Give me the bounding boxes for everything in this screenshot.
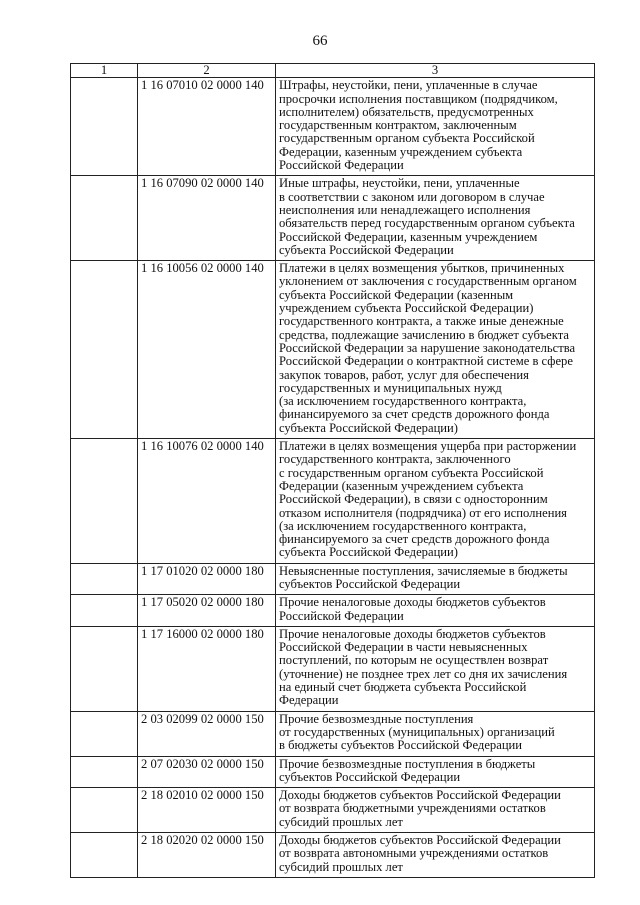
description-line: средства, подлежащие зачислению в бюджет субъекта — [279, 327, 569, 342]
revenue-code-cell: 2 18 02020 02 0000 150 — [138, 833, 276, 878]
table-row — [71, 78, 595, 176]
row-number-cell — [71, 78, 138, 176]
row-number-cell — [71, 563, 138, 595]
description-line: финансируемого за счет средств дорожного фонда — [279, 532, 550, 547]
description-line: Прочие безвозмездные поступления в бюджеты — [279, 756, 536, 771]
table-row — [71, 756, 595, 788]
revenue-description-cell — [276, 78, 595, 176]
description-line: субсидий прошлых лет — [279, 814, 403, 829]
description-line: Российской Федерации в части невыясненных — [279, 640, 528, 655]
description-line: Российской Федерации, казенным учреждением — [279, 229, 538, 244]
revenue-code-cell: 1 16 10076 02 0000 140 — [138, 439, 276, 564]
description-line: субъекта Российской Федерации) — [279, 545, 458, 560]
table-row — [71, 788, 595, 833]
description-line: от государственных (муниципальных) организаций — [279, 724, 555, 739]
revenue-code-cell: 2 07 02030 02 0000 150 — [138, 756, 276, 788]
description-line: от возврата бюджетными учреждениями остатков — [279, 801, 546, 816]
description-line: Российской Федерации — [279, 158, 404, 173]
revenue-code-cell: 2 03 02099 02 0000 150 — [138, 711, 276, 756]
description-line: государственных и муниципальных нужд — [279, 380, 502, 395]
revenue-code-cell: 1 17 01020 02 0000 180 — [138, 563, 276, 595]
description-line: государственным контрактом, заключенным — [279, 118, 517, 133]
column-header-3: 3 — [276, 64, 595, 78]
description-line: Иные штрафы, неустойки, пени, уплаченные — [279, 176, 520, 191]
description-line: обязательств перед государственным органом субъекта — [279, 216, 575, 231]
description-line: Прочие безвозмездные поступления — [279, 711, 474, 726]
revenue-description-cell — [276, 756, 595, 788]
row-number-cell — [71, 626, 138, 711]
description-line: Прочие неналоговые доходы бюджетов субъектов — [279, 595, 546, 610]
description-line: на единый счет бюджета субъекта Российской — [279, 680, 527, 695]
revenue-code-cell: 1 16 10056 02 0000 140 — [138, 261, 276, 439]
revenue-description-cell — [276, 788, 595, 833]
description-line: учреждением субъекта Российской Федерации) — [279, 301, 534, 316]
description-line: Федерации — [279, 693, 339, 708]
description-line: Невыясненные поступления, зачисляемые в бюджеты — [279, 563, 568, 578]
description-line: субъекта Российской Федерации (казенным — [279, 287, 514, 302]
revenue-description-cell — [276, 833, 595, 878]
description-line: в соответствии с законом или договором в случае — [279, 189, 545, 204]
row-number-cell — [71, 711, 138, 756]
revenue-code-cell: 1 16 07010 02 0000 140 — [138, 78, 276, 176]
revenue-code-cell: 2 18 02010 02 0000 150 — [138, 788, 276, 833]
row-number-cell — [71, 595, 138, 627]
revenue-description-cell — [276, 595, 595, 627]
table-row — [71, 595, 595, 627]
row-number-cell — [71, 261, 138, 439]
revenue-code-cell: 1 16 07090 02 0000 140 — [138, 176, 276, 261]
description-line: исполнителем) обязательств, предусмотренных — [279, 104, 534, 119]
description-line: (уточнение) не позднее трех лет со дня их зачисления — [279, 666, 568, 681]
description-line: субъекта Российской Федерации) — [279, 420, 458, 435]
row-number-cell — [71, 788, 138, 833]
description-line: субъектов Российской Федерации — [279, 576, 461, 591]
description-line: в бюджеты субъектов Российской Федерации — [279, 738, 523, 753]
table-row — [71, 261, 595, 439]
description-line: Доходы бюджетов субъектов Российской Федерации — [279, 788, 561, 803]
row-number-cell — [71, 833, 138, 878]
description-line: отказом исполнителя (подрядчика) от его исполнения — [279, 505, 567, 520]
row-number-cell — [71, 756, 138, 788]
row-number-cell — [71, 176, 138, 261]
description-line: субъектов Российской Федерации — [279, 769, 461, 784]
description-line: Российской Федерации — [279, 608, 404, 623]
description-line: Российской Федерации), в связи с односторонним — [279, 492, 548, 507]
revenue-description-cell — [276, 563, 595, 595]
description-line: Федерации, казенным учреждением субъекта — [279, 144, 523, 159]
revenue-codes-table — [70, 63, 595, 878]
description-line: неисполнения или ненадлежащего исполнения — [279, 202, 531, 217]
description-line: Доходы бюджетов субъектов Российской Федерации — [279, 833, 561, 848]
column-header-1: 1 — [71, 64, 138, 78]
description-line: Федерации (казенным учреждением субъекта — [279, 478, 524, 493]
revenue-description-cell — [276, 176, 595, 261]
table-body — [71, 78, 595, 878]
description-line: Штрафы, неустойки, пени, уплаченные в случае — [279, 78, 538, 93]
description-line: (за исключением государственного контракта, — [279, 394, 527, 409]
description-line: государственным органом субъекта Российской — [279, 131, 535, 146]
description-line: субсидий прошлых лет — [279, 859, 403, 874]
description-line: государственного контракта, а также иные денежные — [279, 314, 564, 329]
page-number: 66 — [312, 33, 328, 49]
table-row — [71, 711, 595, 756]
revenue-description-cell — [276, 711, 595, 756]
description-line: Российской Федерации за нарушение законодательства — [279, 340, 576, 355]
description-line: с государственным органом субъекта Российской — [279, 465, 544, 480]
description-line: субъекта Российской Федерации — [279, 242, 454, 257]
row-number-cell — [71, 439, 138, 564]
description-line: уклонением от заключения с государственным органом — [279, 274, 577, 289]
description-line: государственного контракта, заключенного — [279, 452, 511, 467]
description-line: Прочие неналоговые доходы бюджетов субъектов — [279, 626, 546, 641]
table-row — [71, 626, 595, 711]
table-header-row — [71, 64, 595, 78]
revenue-description-cell — [276, 626, 595, 711]
table-row — [71, 176, 595, 261]
description-line: от возврата автономными учреждениями остатков — [279, 846, 549, 861]
description-line: закупок товаров, работ, услуг для обеспечения — [279, 367, 529, 382]
revenue-description-cell — [276, 439, 595, 564]
description-line: поступлений, по которым не осуществлен возврат — [279, 653, 549, 668]
table-row — [71, 833, 595, 878]
revenue-description-cell — [276, 261, 595, 439]
column-header-2: 2 — [138, 64, 276, 78]
description-line: (за исключением государственного контракта, — [279, 518, 527, 533]
description-line: Платежи в целях возмещения ущерба при расторжении — [279, 439, 577, 454]
description-line: Российской Федерации о контрактной системе в сфере — [279, 354, 573, 369]
description-line: просрочки исполнения поставщиком (подрядчиком, — [279, 91, 558, 106]
revenue-code-cell: 1 17 05020 02 0000 180 — [138, 595, 276, 627]
revenue-code-cell: 1 17 16000 02 0000 180 — [138, 626, 276, 711]
table-row — [71, 439, 595, 564]
description-line: финансируемого за счет средств дорожного фонда — [279, 407, 550, 422]
table-row — [71, 563, 595, 595]
description-line: Платежи в целях возмещения убытков, причиненных — [279, 261, 565, 276]
